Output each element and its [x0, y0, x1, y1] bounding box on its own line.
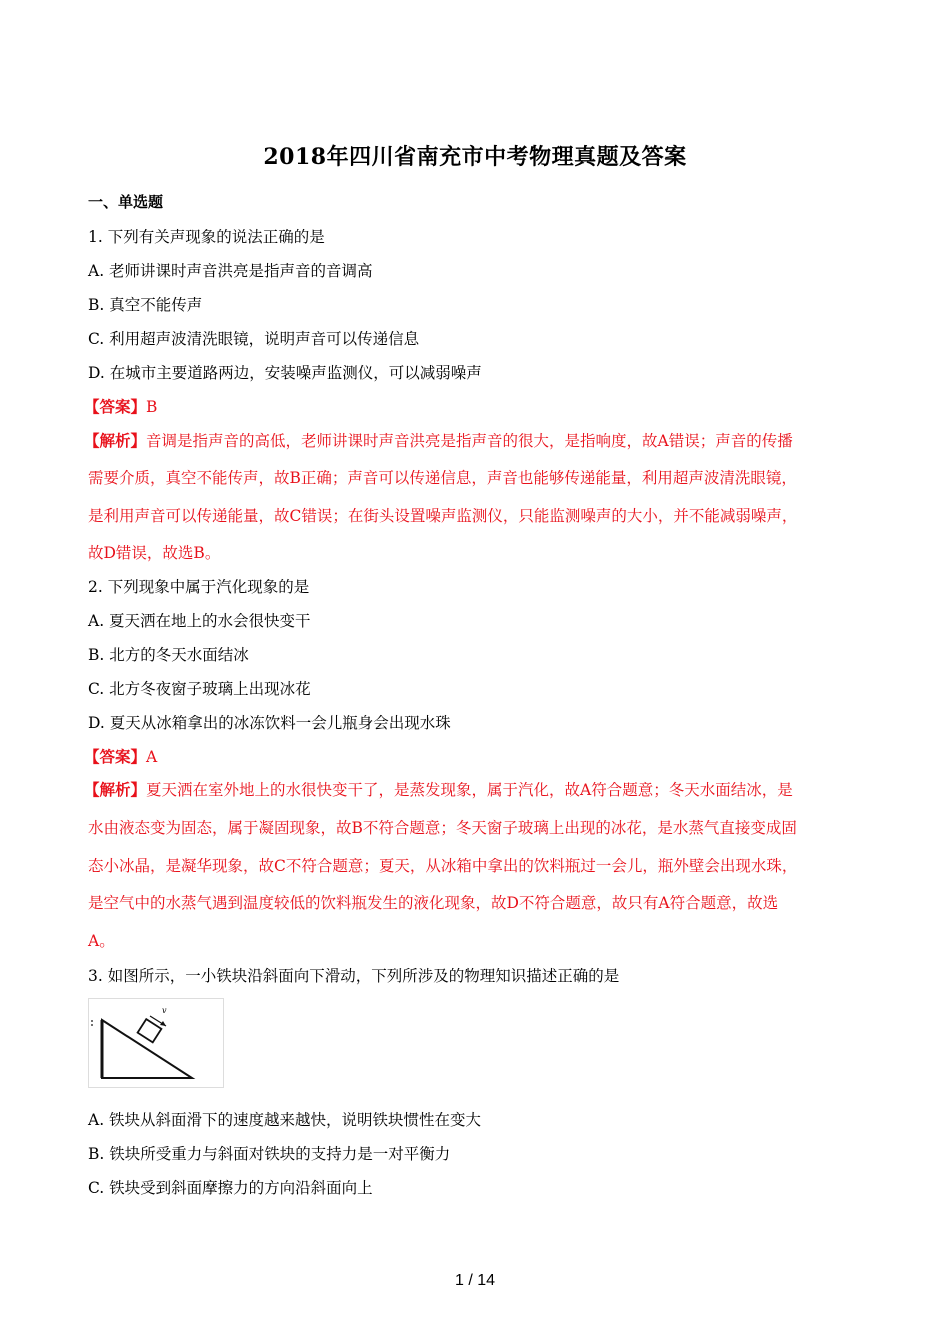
- section-heading: 一、单选题: [88, 193, 164, 211]
- question-1-analysis-line-3: 是利用声音可以传递能量，故C错误；在街头设置噪声监测仪，只能监测噪声的大小，并不能减弱噪声，: [88, 507, 798, 525]
- question-2-analysis-line-1: [84, 780, 793, 800]
- question-1-option-a: A. 老师讲课时声音洪亮是指声音的音调高: [88, 262, 373, 280]
- question-2-option-a: A. 夏天洒在地上的水会很快变干: [88, 612, 311, 630]
- question-3-stem: 3. 如图所示，一小铁块沿斜面向下滑动，下列所涉及的物理知识描述正确的是: [88, 967, 620, 985]
- question-1-stem: 1. 下列有关声现象的说法正确的是: [88, 228, 325, 246]
- question-2-option-c: C. 北方冬夜窗子玻璃上出现冰花: [88, 680, 311, 698]
- question-1-analysis-line-2: 需要介质，真空不能传声，故B正确；声音可以传递信息，声音也能够传递能量，利用超声波清洗眼镜，: [88, 469, 797, 487]
- analysis-text: 夏天洒在室外地上的水很快变干了，是蒸发现象，属于汽化，故A符合题意；冬天水面结冰，是: [146, 781, 793, 799]
- velocity-label: v: [162, 1006, 167, 1015]
- question-1-option-b: B. 真空不能传声: [88, 296, 203, 314]
- page-number: 1 / 14: [454, 1272, 496, 1289]
- question-2-analysis-line-4: 是空气中的水蒸气遇到温度较低的饮料瓶发生的液化现象，故D不符合题意，故只有A符合题意，故选: [88, 894, 779, 912]
- figure-frame: [89, 999, 224, 1088]
- question-1-analysis-line-4: 故D错误，故选B。: [88, 544, 221, 562]
- analysis-text: 音调是指声音的高低，老师讲课时声音洪亮是指声音的很大，是指响度，故A错误；声音的传播: [146, 432, 793, 450]
- incline-figure: [88, 998, 224, 1088]
- analysis-label: 【解析】: [84, 431, 147, 450]
- iron-block: [138, 1019, 162, 1042]
- question-2-stem: 2. 下列现象中属于汽化现象的是: [88, 578, 310, 596]
- question-3-option-a: A. 铁块从斜面滑下的速度越来越快，说明铁块惯性在变大: [88, 1111, 482, 1129]
- question-3-option-c: C. 铁块受到斜面摩擦力的方向沿斜面向上: [88, 1179, 373, 1197]
- answer-value: B: [146, 398, 158, 416]
- question-2-option-d: D. 夏天从冰箱拿出的冰冻饮料一会儿瓶身会出现水珠: [88, 714, 451, 732]
- answer-label: 【答案】: [84, 397, 147, 416]
- question-2-analysis-line-3: 态小冰晶，是凝华现象，故C不符合题意；夏天，从冰箱中拿出的饮料瓶过一会儿，瓶外壁会出现水珠，: [88, 857, 798, 875]
- question-2-answer: [84, 747, 157, 767]
- question-1-answer: [84, 397, 157, 417]
- answer-value: A: [146, 748, 158, 766]
- question-2-analysis-line-5: A。: [88, 932, 115, 950]
- analysis-label: 【解析】: [84, 780, 147, 799]
- answer-label: 【答案】: [84, 747, 147, 766]
- question-2-analysis-line-2: 水由液态变为固态，属于凝固现象，故B不符合题意；冬天窗子玻璃上出现的冰花，是水蒸气直接变成固: [88, 819, 797, 837]
- page-title: 2018年四川省南充市中考物理真题及答案: [263, 144, 687, 170]
- question-1-option-d: D. 在城市主要道路两边，安装噪声监测仪，可以减弱噪声: [88, 364, 482, 382]
- question-3-option-b: B. 铁块所受重力与斜面对铁块的支持力是一对平衡力: [88, 1145, 451, 1163]
- question-1-analysis-line-1: [84, 431, 793, 451]
- question-1-option-c: C. 利用超声波清洗眼镜，说明声音可以传递信息: [88, 330, 420, 348]
- question-2-option-b: B. 北方的冬天水面结冰: [88, 646, 249, 664]
